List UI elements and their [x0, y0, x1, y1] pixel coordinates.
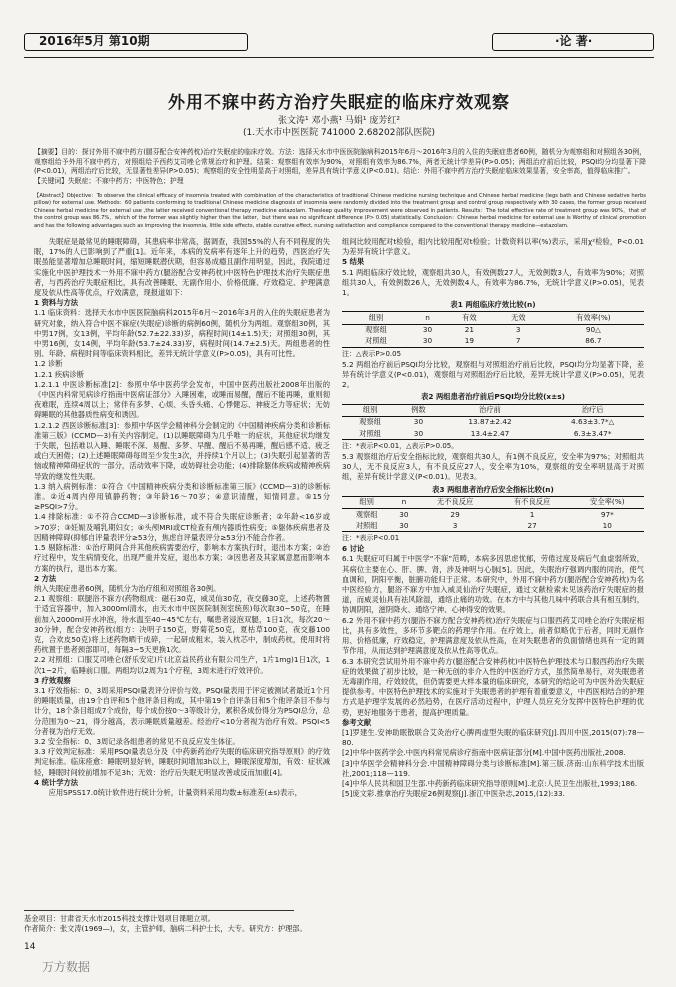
keywords-cn: 【关键词】失眠症；不寐中药方；中医特色；护理 — [34, 176, 184, 185]
table-cell: 29 — [450, 509, 460, 519]
paragraph: 2.2 对照组：口服艾司唑仑(舒乐安定)片(北京益民药业有限公司生产，1片1mg)1日1次，1次1~2片，临睡前口服。两组均以2周为1个疗程，3周末进行疗效评价。 — [34, 655, 330, 675]
paragraph: 3.1 疗效指标：0、3周采用PSQI量表评分评价与效。PSQI量表用于评定被测试者最近1个月的睡眠质量，由19个自评和5个他评条目构成，其中第19个自评条目和5个他评条目不参与计分，18个条目组成7个成份，每个成份按0～3等级计分，累积各成份得分为PSQI总分，总分范围为0～21，得分越高，表示睡眠质量越差。经治疗<10分者视为治疗有效。PSQI<5分者视为治疗无效。 — [34, 685, 330, 736]
table-cell: 19 — [464, 336, 475, 346]
table-cell: 30 — [399, 509, 409, 519]
table2-caption: 表2 两组患者治疗前后PSQI均分比较(x±s) — [421, 392, 565, 402]
paragraph: 6.2 外用不寐中药方(腿浴不寐方配合安神药枕)治疗失眠症与口服西药艾司唑仑治疗失眠症相比，具有多效性，多环节多靶点的药理学作用。在疗效上，前者似略优于后者，同时无副作用、价格低廉，疗效稳定，护理满意度及依从性高，在对失眠患者的负面情绪也具有一定的调节作用，从而达到护理满意度及依从性高等优点。 — [342, 615, 644, 656]
paragraph: 6.1 失眠症可归属于中医学“不寐”范畴，本病多因思虑忧郁，劳倦过度及病后气血虚弱所致，其病位主要在心、肝、脾、肾，涉及神明与心脉[5]。因此，失眠治疗强调内服的同治，使气血调和，阴阳平衡，脏腑功能归于正常。本研究中，外用不寐中药方(腿浴配合安神药枕)为名中医经验方，腿浴不寐方中加入威灵仙治疗失眠症，通过文献检索未见该药治疗失眠症的报道，而威灵仙具有祛风除湿，通络止痛的功效。在本方中与其他几味中药联合具有相互制约，协调阴阳，滋阴降火、通络宁神、心神得安的效果。 — [342, 554, 644, 615]
table-cell: 21 — [464, 325, 475, 335]
table-cell: 对照组 — [359, 428, 382, 438]
section-heading: 2 方法 — [34, 573, 57, 583]
column-header: 治疗后 — [581, 405, 604, 415]
paragraph: 1.2.1.2 西医诊断标准[3]：参照中华医学会精神科分会制定的《中国精神疾病分类和诊断标准第三版》(CCMD—3)有关内容制定。(1)以睡眠障碍为几乎唯一的症状，其他症状均继发于失眠，包括难以入睡、睡眠不深、易醒、多梦、早醒、醒后不易再睡，醒后感不适、疲乏或白天困倦；(2)上述睡眠障碍每周至少发生3次，并持续1个月以上；(3)失眠引起显著的苦恼或精神障碍症状的一部分，活动效率下降，或妨碍社会功能；(4)排除躯体疾病或精神疾病导致的继发性失眠。 — [34, 420, 330, 481]
column-header: 无效 — [510, 312, 526, 322]
authors: 张文涛¹ 邓小燕¹ 马娟¹ 庞芳红² — [277, 116, 400, 126]
table-cell: 90△ — [585, 325, 601, 335]
paragraph: 纳入失眠症患者60例，随机分为治疗组和对照组各30例。 — [34, 583, 221, 593]
column-header: 组别 — [359, 497, 374, 507]
table-cell: 7 — [515, 336, 521, 346]
table-cell: 6.3±3.47* — [573, 428, 612, 438]
section-heading: 1 资料与方法 — [34, 298, 79, 308]
table-cell: 30 — [413, 417, 424, 427]
table2 — [342, 404, 644, 441]
table-cell: 97* — [600, 509, 614, 519]
table1-caption: 表1 两组临床疗效比较(n) — [450, 300, 536, 310]
table-row — [342, 509, 644, 521]
table-cell: 30 — [422, 336, 433, 346]
table3-note: 注：*表示P<0.01 — [342, 534, 400, 543]
paragraph: 3.3 疗效判定标准：采用PSQI量表总分及《中药新药治疗失眠的临床研究指导原则》的疗效判定标准。临床痊愈：睡眠明显好转，睡眠时间增加3h以上，睡眠深度增加，有效：症状减轻，睡眠时间较前增加不足3h；无效：治疗后失眠无明显改善或反而加重[4]。 — [34, 747, 330, 777]
table-cell: 30 — [413, 428, 424, 438]
para-5-2: 5.2 两组治疗前后PSQI均分比较，观察组与对照组治疗前后比较，PSQI均分均显著下降，差异有统计学意义(P<0.01)，观察组与对照组治疗后比较，差异无统计学意义(P>0.05)，见表2。 — [342, 359, 644, 390]
table-cell: 观察组 — [359, 417, 382, 427]
paragraph: 组间比较用配对t检验，组内比较用配对t检验；计数资料以率(%)表示，采用χ²检验，P<0.01为差异有统计学意义。 — [342, 237, 644, 257]
table2-note: 注：*表示P<0.01，△表示P>0.05。 — [342, 442, 459, 451]
left-column — [34, 237, 330, 798]
paragraph: 1.2 诊断 — [34, 359, 63, 369]
table-cell: 4.63±3.7*△ — [571, 417, 615, 427]
table-cell: 10 — [602, 520, 612, 530]
abstract-en: 【Abstract】Objective：To observe the clinical efficacy of insomnia treated with combination of the characteristics of traditional Chinese medicine nursing technique and Chinese herbal medicine (legs bath and Chinese sedative herbs pillow) for external use. Methods：60 patients conforming to traditional Chinese medicine diagnosis of insomnia were randomly divided into the treatment group and control group respectively with 30 cases, the former group received Chinese herbal medicine for external use ,the latter received conventional therapy medicine estazolam. Thesleep quality improvement were observed in patients. Results：The total effective rate of treatment group was 90%，that of the control group was 86.7%，which of the former was slightly higher than the latter，but there was no significant difference (P> 0.05) statistically. Conclusion：Chinese herbal medicine for external use is Worthy of clinical promotion and has the following advantages such as improving the insomnia, little side effects, stable curative effect, nursing satisfaction and compliance compared to the conventional therapy medicine—estazolam. — [34, 193, 646, 229]
section-heading: 6 讨论 — [342, 544, 365, 554]
table-cell: 观察组 — [355, 509, 378, 519]
table-cell: 30 — [399, 520, 409, 530]
table3-caption: 表3 两组患者治疗后安全指标比较(n) — [432, 484, 554, 494]
column-header: 有效 — [462, 312, 477, 322]
table-cell: 27 — [527, 520, 537, 530]
table-cell: 13.4±2.47 — [470, 428, 510, 438]
footnote-author: 作者简介：张文涛(1969—)，女，主管护师，脑病二科护士长，大专。研究方：护理部。 — [24, 924, 307, 934]
paragraph: 3.2 安全指标：0、3周记录各组患者的常见不良反应发生体征。 — [34, 736, 240, 746]
abstract-cn-text: 【摘要】目的：探讨外用不寐中药方(腿芬配合安神药枕)治疗失眠症的临床疗效。方法：选择天水市中医医院脑病科2015年6月～2016年3月的入住的失眠症患者60例，随机分为观察组和对照组各30例，观察组给予外用不寐中药方，对照组给予西药艾司唑仑常规治疗和护理。结果：观察组有效率为90%，对照组有效率为86.7%，两者无统计学差异(P>0.05)；两组治疗前后比较，PSQI均分均显著下降(P<0.01)，两组治疗后比较，无显著性差异(P>0.05)；观察组的安全性明显高于对照组，差异具有统计学意义(P<0.01)。结论：外用不寐中药方治疗失眠症临床效果显著，安全率高，值得临床推广。 — [34, 148, 646, 176]
paragraph: 6.3 本研究尝试用外用不寐中药方(腿浴配合安神药枕)中医特色护理技术与口服西药治疗失眠症的效果做了初步比较，是一种无创的非介入性的中医治疗方式，虽然简单易行，对失眠患者无毒副作用，疗效较优，但仍需要更大样本量的临床研究，本研究的结论可为中医外治失眠症提供参考。中医特色护理技术的实施对于失眠患者的护理有着重要意义，中西医相结合的护理方式是护理学发展的必然趋势，在医疗活动过程中，护理人员应充分发挥中医特色护理的优势，更好地服务于患者，提高护理质量。 — [342, 656, 644, 717]
section-heading: 5 结果 — [342, 257, 365, 267]
table-cell: 对照组 — [365, 336, 387, 346]
table-row — [342, 416, 644, 428]
column-header: 安全率(%) — [590, 497, 625, 507]
footnotes — [24, 914, 654, 935]
paragraph: 1.3 纳入病例标准：①符合《中国精神疾病分类和诊断标准第三版》(CCMD—3)的诊断标准。②近4周内停用镇静药物；③年龄16～70岁；④意识清醒，知情同意。⑤15分≥PSQI>7分。 — [34, 481, 330, 512]
paragraph: 1.1 临床资料：选择天水市中医医院脑病科2015年6月～2016年3月的入住的失眠症患者为研究对象，纳入符合中医不寐症(失眠症)诊断的病例60例，随机分为两组。观察组30例，其中男17例，女13例，平均年龄(52.7±22.33)岁，病程时间(14±1.5)天；对照组30例，其中男16例，女14例，平均年龄(53.7±24.33)岁，病程时间(14.7±2.5)天。两组患者的性别、年龄、病程时间等临床资料相比，差异无统计学意义(P>0.05)，具有可比性。 — [34, 308, 330, 359]
paragraph: 2.1 观察组：联腿浴不寐方(药物组成：磁石30克，威灵仙30克，夜交藤30克，上述药物置于适宜容器中，加入3000ml清水，由天水市中医医院制剂室统煎)每次取30~50克，在睡前加入2000ml开水冲泡，待水温至40~45℃左右，嘱患者浸泡双腿，1日1次，每次20～30分钟，配合安神药枕(组方：决明子150克，野菊花50克，夏枯草100克，夜交藤100克，合欢皮50克)将上述药物晒干成碎，一起研成粗末，装入枕芯中，制成药枕，使用时将药枕置于患者颈部即可，每隔3~5天更换1次。 — [34, 594, 330, 655]
paragraph: 1.4 排除标准：①不符合CCMD—3诊断标准，或不符合失眠症诊断者；②年龄<16岁或>70岁；③妊娠及哺乳期妇女；④头颅MRI或CT检查有颅内器质性病变；⑤躯体疾病患者及因精神障碍(抑郁自评量表评分≥53分，焦虑自评量表评分≥53分)不能合作者。 — [34, 512, 330, 542]
table-cell: 13.87±2.42 — [468, 417, 512, 427]
column-header: 治疗前 — [479, 405, 501, 415]
table-cell: 3 — [452, 520, 458, 530]
paragraph: 应用SPSS17.0统计软件进行统计分析，计量资料采用均数±标准差(±s)表示， — [34, 787, 302, 797]
section-header-box: ·论 著· — [492, 33, 654, 51]
column-header: 有不良反应 — [513, 497, 551, 507]
table-header-row — [342, 496, 644, 508]
paragraph: 1.2.1 疾病诊断 — [34, 369, 85, 379]
paragraph: 1.5 剔除标准：①治疗期间合并其他疾病需要治疗，影响本方案执行时，退出本方案；②治疗过程中，发生病情变化，出现严重并发症，退出本方案；③因患者及其家属意愿而影响本方案的执行，退出本方案。 — [34, 543, 330, 573]
column-header: n — [425, 312, 430, 322]
table-cell: 3 — [515, 325, 521, 335]
right-column — [342, 237, 644, 799]
section-heading: 4 统计学方法 — [34, 777, 79, 787]
table-row — [342, 336, 644, 348]
paragraph: [3]中华医学会精神科分会.中国精神障碍分类与诊断标准[M].第三版.济南:山东科学技术出版社,2001;118—119. — [342, 758, 644, 778]
paragraph: 5.1 两组临床疗效比较，观察组共30人，有效例数27人，无效例数3人，有效率为90%；对照组共30人，有效例数26人，无效例数4人，有效率为86.7%，无统计学意义(P>0.05)，见表1。 — [342, 267, 644, 298]
table3 — [342, 496, 644, 533]
table-cell: 1 — [529, 509, 535, 519]
paragraph: [2]中华中医药学会.中医内科常见病诊疗指南中医病证部分[M].中国中医药出版社,2008. — [342, 748, 626, 758]
column-header: 无不良反应 — [436, 497, 474, 507]
footnote-fund: 基金项目：甘肃省天水市2015科技支撑计划项目课题立项。 — [24, 914, 215, 923]
results-intro — [342, 237, 644, 298]
table1-note: 注：△表示P>0.05 — [342, 350, 402, 359]
issue-header-box: 2016年5月 第10期 — [24, 33, 248, 51]
paragraph: [4]中华人民共和国卫生部.中药新药临床研究指导原则[M].北京:人民卫生出版社,1993;186. — [342, 778, 638, 788]
table-row — [342, 520, 644, 532]
table-cell: 30 — [422, 325, 433, 335]
column-header: 组别 — [362, 405, 378, 415]
table-cell: 86.7 — [585, 336, 602, 346]
column-header: 组别 — [368, 312, 384, 322]
abstract-cn — [34, 148, 646, 187]
table-header-row — [342, 312, 644, 324]
paragraph: 1.2.1.1 中医诊断标准[2]：参照中华中医药学会发布，中国中医药出版社2008年出版的《中医内科常见病诊疗指南中医病证部分》入睡困难，或睡而易醒，醒后不能再睡，重则彻夜难眠，连续4周以上；常伴有多梦、心烦、头昏头痛、心悸健忘、神疲乏力等症状；无妨碍睡眠的其他器质性病变和诱因。 — [34, 379, 330, 420]
paper-title: 外用不寐中药方治疗失眠症的临床疗效观察 — [168, 93, 510, 113]
column-header: 例数 — [411, 405, 426, 415]
para-5-3: 5.3 观察组治疗后安全指标比较，观察组共30人，有1例不良反应，安全率为97%；对照组共30人，无不良反应3人，有不良反应27人，安全率为10%，观察组的安全率明显高于对照组，差异有统计学意义(P<0.01)。见表3。 — [342, 452, 644, 482]
column-header: 有效率(%) — [576, 312, 611, 322]
table-row — [342, 428, 644, 440]
footnote-rule — [24, 910, 294, 911]
header-rule — [24, 57, 654, 58]
discussion-and-references — [342, 544, 644, 799]
section-heading: 参考文献 — [342, 717, 372, 727]
section-heading: 3 疗效观察 — [34, 675, 71, 685]
affiliation: (1.天水市中医医院 741000 2.68202部队医院) — [243, 128, 435, 138]
watermark: 万方数据 — [42, 960, 91, 974]
table1 — [342, 311, 644, 348]
paragraph: [5]庞文彩.推拿治疗失眠症26例观察[J].浙江中医杂志,2015,(12):33. — [342, 789, 565, 799]
column-header: n — [401, 497, 407, 507]
table-header-row — [342, 404, 644, 416]
paragraph: [1]罗建生.安神助眠散联合艾灸治疗心脾两虚型失眠的临床研究[J].四川中医,2015(07):78—80. — [342, 727, 644, 748]
table-cell: 对照组 — [355, 520, 378, 530]
table-cell: 观察组 — [365, 325, 387, 335]
table-row — [342, 324, 644, 336]
paragraph: 失眠症是最常见的睡眠障碍，其患病率非常高，据调查，我国55%的人有不同程度的失眠，17%的人已影响到了严重[1]。近年来，本病的发病率有逐年上升的趋势，西医治疗失眠虽能显著增加总睡眠时间，缩短睡眠潜伏期，但容易成瘾且副作用明显，因此，我院通过实施化中医护理技术一外用不寐中药方(腿浴配合安神药枕)中医特色护理技术治疗失眠症患者，与西药治疗失眠症相比，具有改善睡眠、无副作用小、价格低廉、疗效稳定、护理满意度及依从性高等优点，疗效满意，现报道如下： — [34, 237, 330, 298]
page-number: 14 — [24, 942, 36, 952]
